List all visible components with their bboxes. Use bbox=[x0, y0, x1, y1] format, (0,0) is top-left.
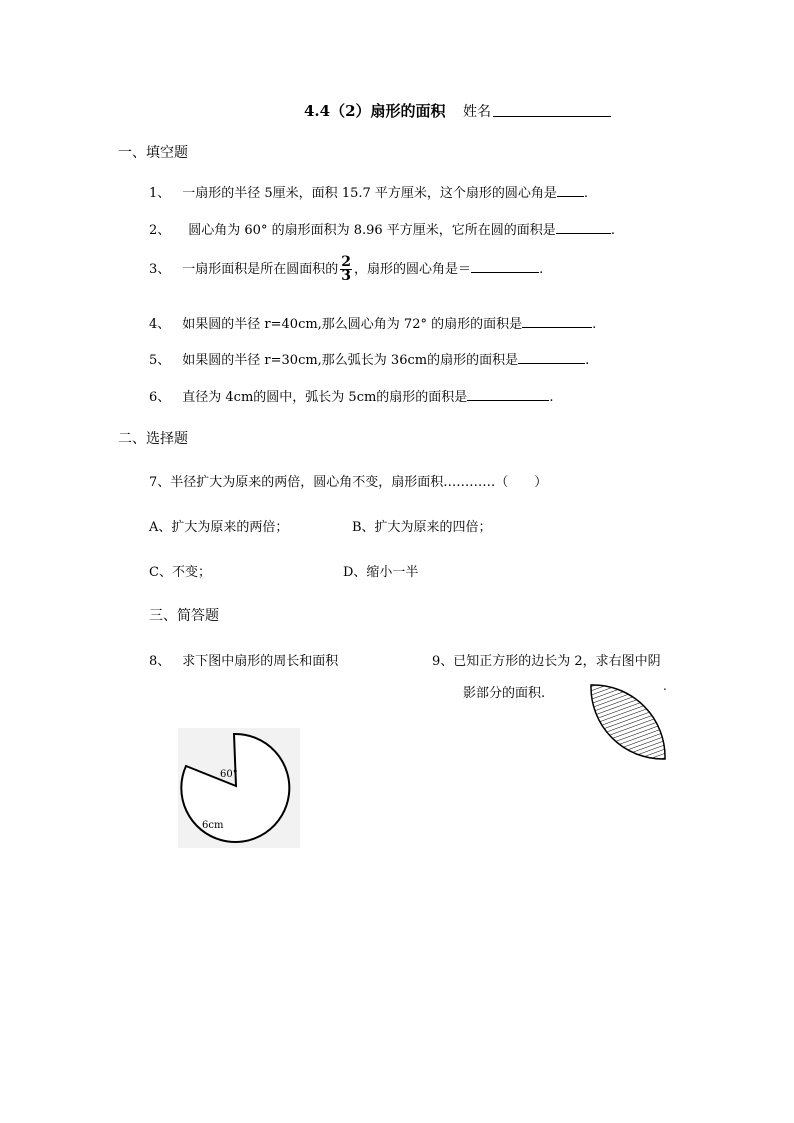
question-5-text: 如果圆的半径 r=30cm,那么弧长为 36cm的扇形的面积是 bbox=[182, 353, 519, 368]
page-title: 4.4（2）扇形的面积 bbox=[304, 102, 446, 120]
leaf-shaded-region bbox=[585, 680, 671, 766]
question-4-number: 4、 bbox=[149, 317, 171, 332]
question-5 bbox=[149, 349, 589, 368]
question-1-number: 1、 bbox=[149, 186, 171, 201]
question-8 bbox=[149, 650, 338, 669]
answer-blank-1[interactable] bbox=[557, 184, 584, 197]
section-fill-blank-heading: 一、填空题 bbox=[118, 145, 188, 161]
question-6-end: . bbox=[549, 390, 554, 405]
answer-blank-5[interactable] bbox=[518, 351, 585, 364]
question-3-number: 3、 bbox=[149, 262, 171, 277]
stray-dot-mark: . bbox=[663, 680, 667, 693]
section-choice-heading: 二、选择题 bbox=[118, 431, 188, 447]
question-9-line-1: 9、已知正方形的边长为 2，求右图中阴 bbox=[432, 654, 661, 669]
fraction-denominator: 3 bbox=[341, 268, 352, 284]
question-5-end: . bbox=[585, 353, 590, 368]
sector-figure bbox=[178, 728, 300, 848]
option-c[interactable]: C、不变； bbox=[149, 565, 211, 580]
question-7: 7、半径扩大为原来的两倍，圆心角不变，扇形面积…………（ ） bbox=[149, 475, 548, 490]
name-blank[interactable] bbox=[493, 116, 611, 117]
question-3-text-2: ，扇形的圆心角是＝ bbox=[354, 262, 472, 277]
question-1 bbox=[149, 182, 588, 201]
answer-blank-3[interactable] bbox=[471, 260, 539, 273]
question-3-end: . bbox=[539, 262, 544, 277]
leaf-figure bbox=[585, 680, 671, 766]
question-9-line-2: 影部分的面积. bbox=[463, 686, 546, 701]
question-2-number: 2、 bbox=[149, 223, 171, 238]
question-4-end: . bbox=[592, 317, 597, 332]
question-2-end: . bbox=[610, 223, 615, 238]
sector-angle-label: 60° bbox=[220, 769, 238, 780]
section-short-answer-heading: 三、简答题 bbox=[149, 608, 219, 624]
answer-blank-4[interactable] bbox=[522, 315, 592, 328]
question-8-number: 8、 bbox=[149, 654, 171, 669]
question-3-text: 一扇形面积是所在圆面积的 bbox=[182, 262, 339, 277]
question-1-text: 一扇形的半径 5厘米，面积 15.7 平方厘米，这个扇形的圆心角是 bbox=[182, 186, 557, 201]
question-3 bbox=[149, 256, 543, 283]
question-6-number: 6、 bbox=[149, 390, 171, 405]
option-b[interactable]: B、扩大为原来的四倍； bbox=[352, 520, 492, 535]
question-8-text: 求下图中扇形的周长和面积 bbox=[182, 654, 339, 669]
option-d[interactable]: D、缩小一半 bbox=[343, 565, 419, 580]
question-4 bbox=[149, 313, 596, 332]
question-2 bbox=[149, 219, 615, 238]
question-4-text: 如果圆的半径 r=40cm,那么圆心角为 72° 的扇形的面积是 bbox=[182, 317, 523, 332]
question-6-text: 直径为 4cm的圆中，弧长为 5cm的扇形的面积是 bbox=[182, 390, 468, 405]
question-2-text: 圆心角为 60° 的扇形面积为 8.96 平方厘米，它所在圆的面积是 bbox=[188, 223, 556, 238]
answer-blank-2[interactable] bbox=[556, 221, 611, 234]
answer-blank-6[interactable] bbox=[467, 388, 549, 401]
question-6 bbox=[149, 386, 553, 405]
question-5-number: 5、 bbox=[149, 353, 171, 368]
fraction-numerator: 2 bbox=[341, 254, 352, 270]
fraction-two-thirds bbox=[340, 256, 352, 283]
option-a[interactable]: A、扩大为原来的两倍； bbox=[149, 520, 289, 535]
sector-radius-label: 6cm bbox=[202, 820, 224, 831]
question-1-end: . bbox=[583, 186, 589, 201]
name-label: 姓名 bbox=[463, 104, 491, 120]
